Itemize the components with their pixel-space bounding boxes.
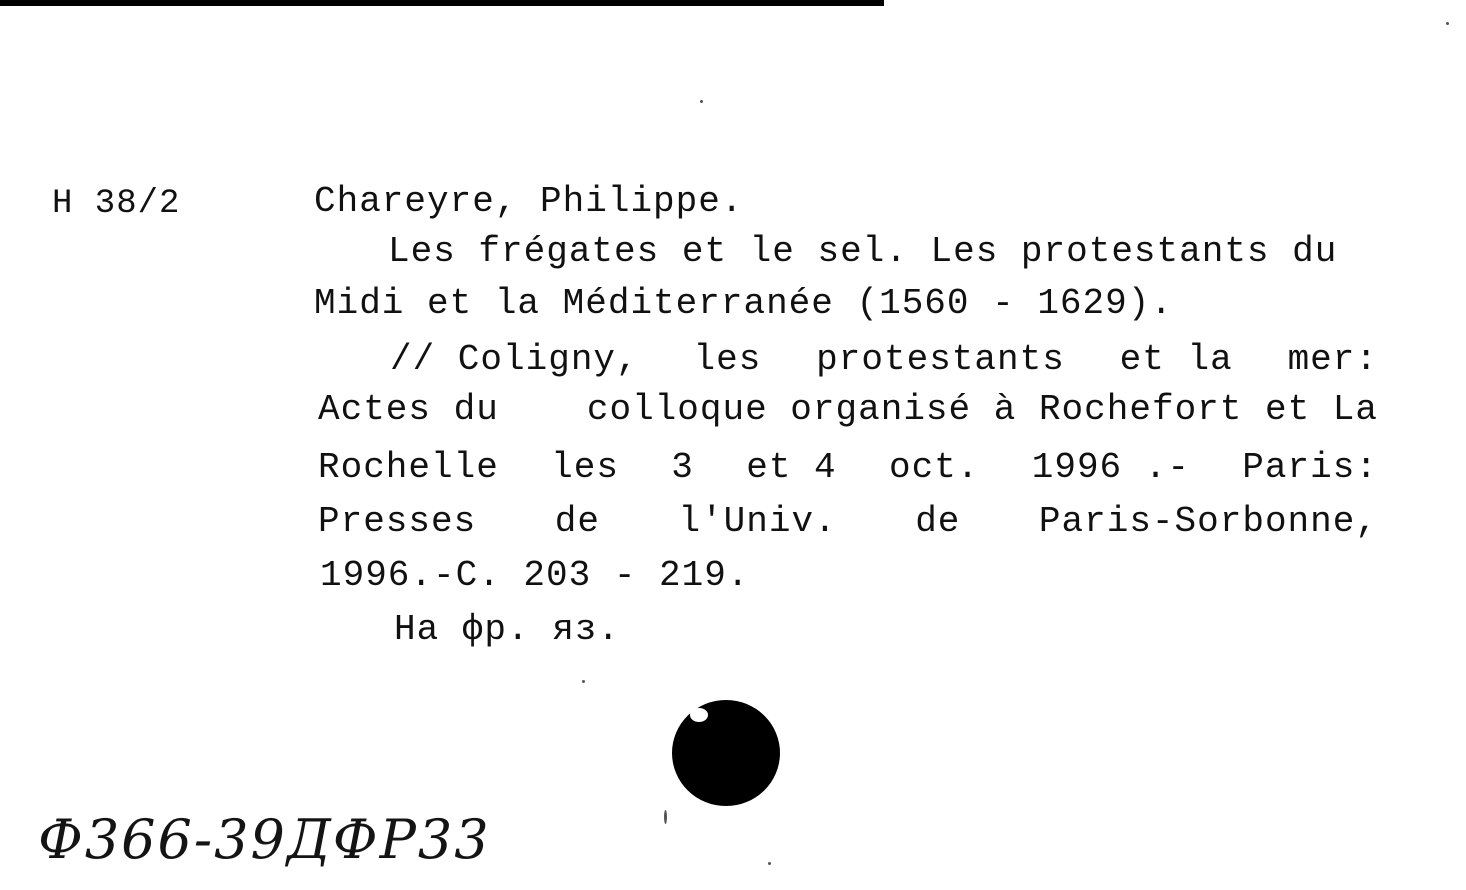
host-line-5: 1996.-C. 203 - 219.: [320, 555, 750, 596]
host-line-3-word: et 4: [746, 447, 837, 488]
host-line-1-word: les: [693, 339, 762, 380]
host-line-1-word: // Coligny,: [390, 339, 639, 380]
top-border-rule: [0, 0, 884, 6]
host-line-2-word: Actes du: [318, 389, 499, 430]
host-line-2: [318, 390, 1378, 430]
host-line-2-word: colloque organisé à Rochefort et La: [586, 389, 1378, 430]
host-line-1: [318, 340, 1378, 380]
host-line-1-word: et la: [1119, 339, 1233, 380]
punch-hole: [672, 700, 780, 806]
host-line-4-word: Paris-Sorbonne,: [1038, 501, 1378, 542]
host-line-4-word: de: [915, 501, 961, 542]
host-line-1-word: mer:: [1287, 339, 1378, 380]
title-line-1: Les frégates et le sel. Les protestants du: [388, 231, 1338, 272]
host-line-4-word: Presses: [318, 501, 477, 542]
scan-speck: [664, 810, 667, 824]
host-line-3-word: 1996 .-: [1031, 447, 1190, 488]
title-line-2: Midi et la Méditerranée (1560 - 1629).: [314, 283, 1173, 324]
host-line-1-word: protestants: [816, 339, 1065, 380]
scan-speck: [700, 100, 703, 103]
host-line-3-word: Paris:: [1242, 447, 1378, 488]
host-line-3-word: oct.: [888, 447, 980, 488]
call-number: H 38/2: [52, 185, 181, 223]
scan-speck: [768, 862, 771, 865]
handwritten-shelf-code: Ф366-39ДФР33: [38, 808, 491, 871]
language-note: На фр. яз.: [394, 609, 621, 650]
scan-speck: [582, 680, 585, 683]
host-line-4-word: l'Univ.: [678, 501, 837, 542]
host-line-4-word: de: [554, 501, 600, 542]
author-heading: Chareyre, Philippe.: [314, 181, 744, 222]
scan-speck: [1446, 22, 1449, 25]
host-line-3: [318, 448, 1378, 488]
host-line-3-word: les: [551, 447, 619, 488]
host-line-3-word: Rochelle: [318, 447, 499, 488]
host-line-4: [318, 502, 1378, 542]
host-line-3-word: 3: [671, 447, 694, 488]
